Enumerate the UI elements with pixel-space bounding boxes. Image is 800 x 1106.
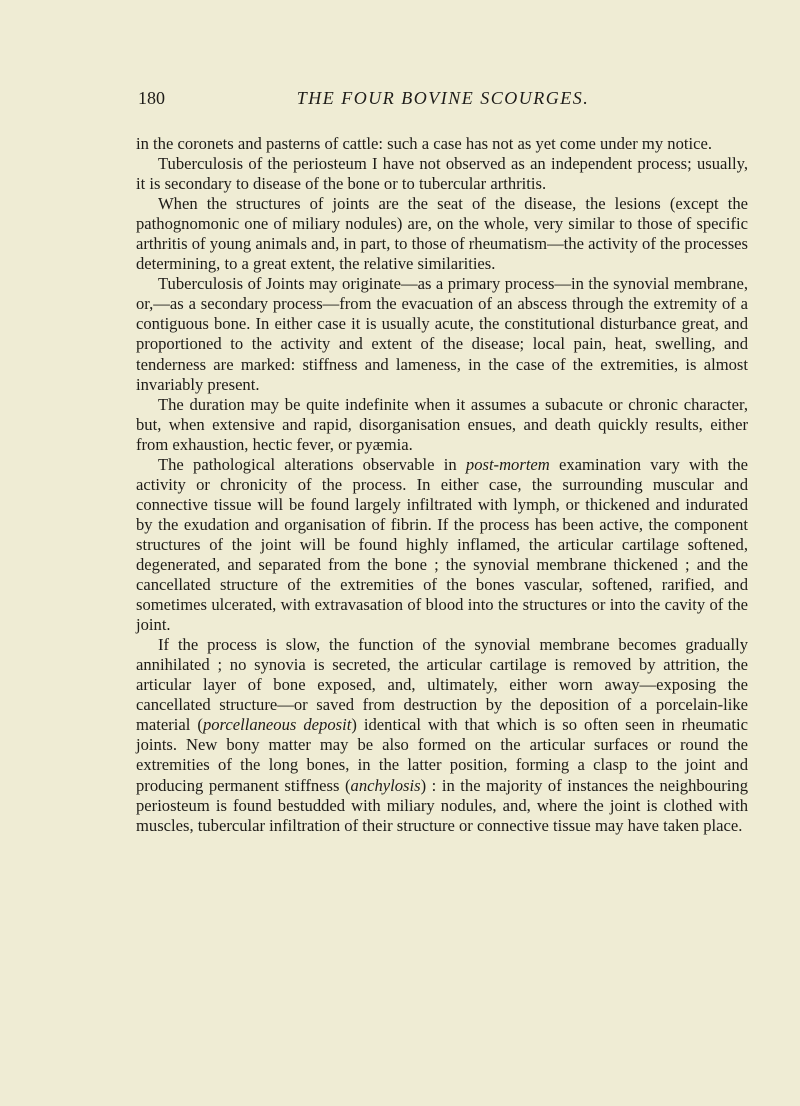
text-run: The duration may be quite indefinite when it assumes a subacute or chronic character, but, when extensive and rapid, disorganisation ensues, and death quickly results, either from exhaustion, hectic fever, or pyæmia.: [136, 394, 748, 454]
body-text: [136, 134, 748, 836]
page-header: [138, 88, 748, 114]
text-run: examination vary with the activity or chronicity of the process. In either case, the surrounding muscular and connective tissue will be found largely infiltrated with lymph, or thickened and indurated by the exudation and organisation of fibrin. If the process has been active, the component structures of the joint will be found highly inflamed, the articular cartilage softened, degenerated, and separated from the bone ; the synovial membrane thickened ; and the cancellated structure of the extremities of the bones vascular, softened, rarified, and sometimes ulcerated, with extravasation of blood into the structures or into the cavity of the joint.: [136, 454, 748, 635]
running-head: THE FOUR BOVINE SCOURGES.: [296, 88, 590, 108]
page-number: 180: [138, 88, 165, 108]
italic-term: porcellaneous deposit: [202, 715, 352, 735]
paragraph: [136, 154, 748, 194]
italic-term: post-mortem: [465, 454, 550, 474]
text-run: When the structures of joints are the seat of the disease, the lesions (except the pathognomonic one of miliary nodules) are, on the whole, very similar to those of specific arthritis of young animals and, in part, to those of rheumatism—the activity of the processes determining, to a great extent, the relative similarities.: [136, 194, 748, 274]
paragraph: [136, 635, 748, 835]
paragraph: [136, 134, 748, 154]
paragraph: [136, 274, 748, 394]
paragraph: [136, 194, 748, 274]
paragraph: [136, 395, 748, 455]
paragraph: [136, 455, 748, 635]
text-run: If the process is slow, the function of the synovial membrane becomes gradually annihilated ; no synovia is secreted, the articular cartilage is removed by attrition, the articular layer of bone exposed, and, ultimately, either worn away—exposing the cancellated structure—or saved from destruction by the deposition of a porcelain-like material (: [136, 635, 748, 735]
text-run: Tuberculosis of Joints may originate—as a primary process—in the synovial membrane, or,—as a secondary process—from the evacuation of an abscess through the extremity of a contiguous bone. In either case it is usually acute, the constitutional disturbance great, and proportioned to the activity and extent of the disease; local pain, heat, swelling, and tenderness are marked: stiffness and lameness, in the case of the extremities, is almost invariably present.: [136, 274, 748, 394]
text-run: The pathological alterations observable in: [158, 454, 466, 474]
text-run: in the coronets and pasterns of cattle: such a case has not as yet come under my notice.: [136, 134, 712, 153]
text-run: ) identical with that which is so often seen in rheumatic joints. New bony matter may be also formed on the articular surfaces or round the extremities of the long bones, in the latter position, forming a clasp to the joint and producing permanent stiffness (: [136, 715, 748, 795]
text-run: ) : in the majority of instances the neighbouring periosteum is found bestudded with miliary nodules, and, where the joint is clothed with muscles, tubercular infiltration of their structure or connective tissue may have taken place.: [136, 775, 748, 835]
text-run: Tuberculosis of the periosteum I have not observed as an independent process; usually, it is secondary to disease of the bone or to tubercular arthritis.: [136, 154, 748, 194]
italic-term: anchylosis: [350, 775, 421, 795]
